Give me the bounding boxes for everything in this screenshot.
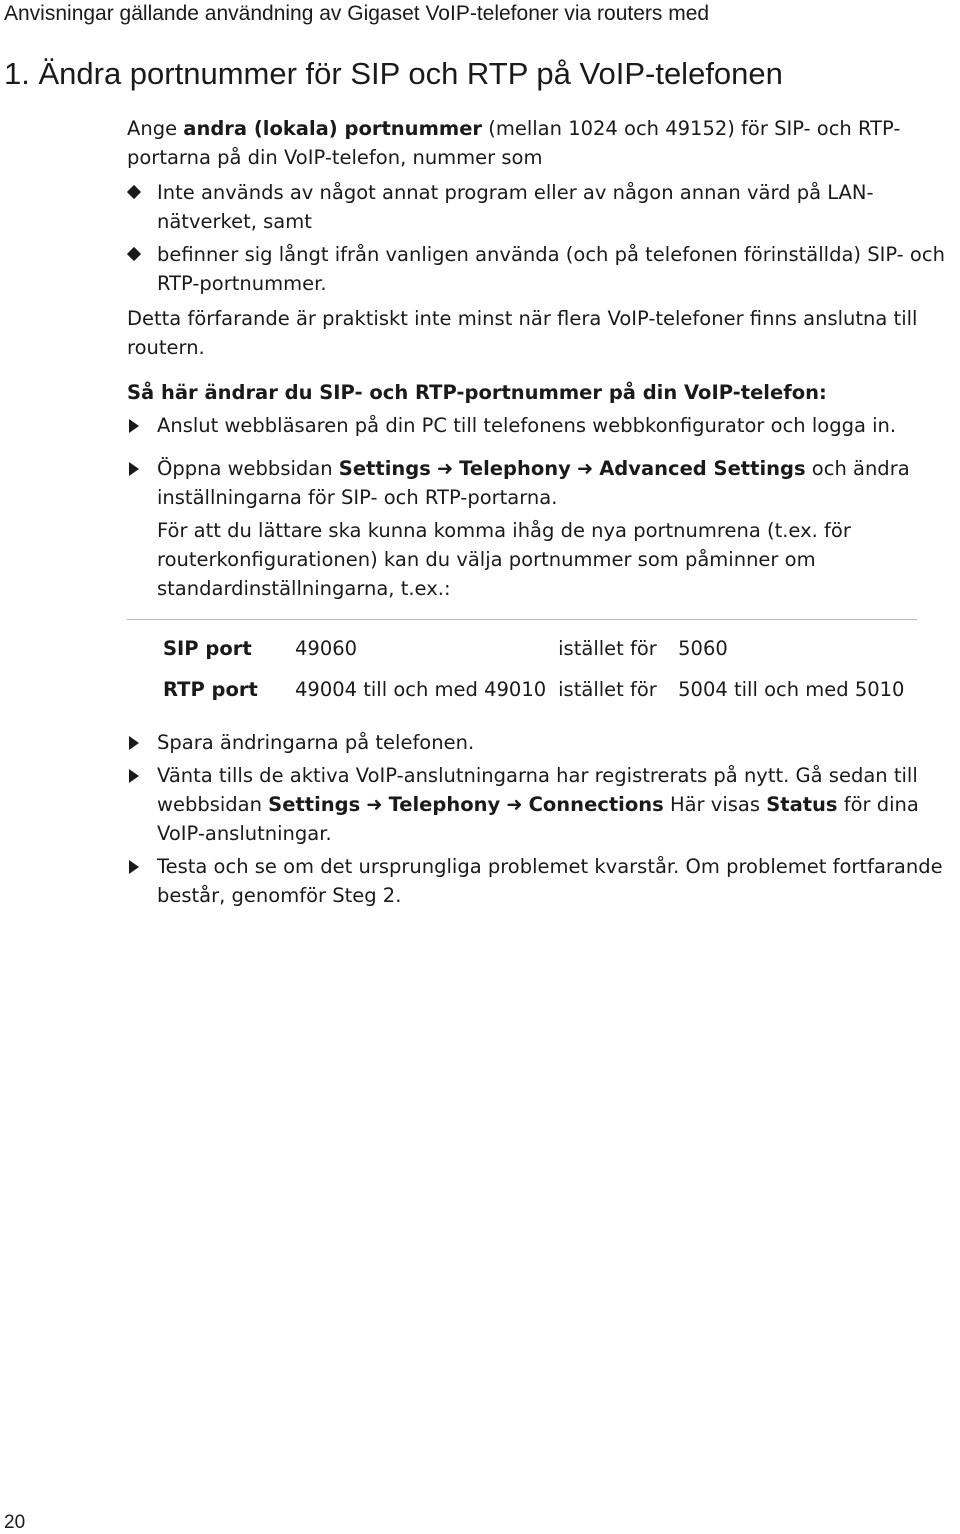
- port-label: RTP port: [163, 678, 258, 701]
- step-4: Vänta tills de aktiva VoIP-anslutningarna har registrerats på nytt. Gå sedan till webbsidan Settings ➜ Telephony ➜ Connections Här visas Status för dina VoIP-anslutningar.: [127, 761, 957, 848]
- running-header: Anvisningar gällande användning av Gigaset VoIP-telefoner via routers med: [4, 2, 710, 25]
- triangle-bullet-icon: [129, 860, 139, 874]
- instructions-heading: Så här ändrar du SIP- och RTP-portnummer på din VoIP-telefon:: [127, 381, 827, 404]
- page-number: 20: [4, 1512, 26, 1533]
- section-title: 1. Ändra portnummer för SIP och RTP på VoIP-telefonen: [4, 56, 783, 91]
- arrow-right-icon: ➜: [436, 457, 454, 480]
- port-table-container: [127, 619, 917, 710]
- table-row: [157, 669, 910, 710]
- arrow-right-icon: ➜: [366, 793, 383, 816]
- intro-paragraph: Ange andra (lokala) portnummer (mellan 1024 och 49152) för SIP- och RTP-portarna på din VoIP-telefon, nummer som: [127, 117, 901, 169]
- port-new-value: 49060: [295, 637, 358, 660]
- port-default-value: 5060: [678, 637, 728, 660]
- port-new-value: 49004 till och med 49010: [295, 678, 547, 701]
- criteria-item-2: befinner sig långt ifrån vanligen använda (och på telefonen förinställda) SIP- och RTP-portnummer.: [127, 240, 957, 298]
- step-5: Testa och se om det ursprungliga problemet kvarstår. Om problemet fortfarande består, genomför Steg 2.: [127, 852, 957, 910]
- step-2: Öppna webbsidan Settings ➜ Telephony ➜ Advanced Settings och ändra inställningarna för SIP- och RTP-portarna.: [127, 454, 957, 512]
- note-paragraph: Detta förfarande är praktiskt inte minst när flera VoIP-telefoner finns anslutna till routern.: [127, 307, 918, 359]
- diamond-bullet-icon: [127, 185, 141, 199]
- triangle-bullet-icon: [129, 736, 139, 750]
- diamond-bullet-icon: [127, 247, 141, 261]
- port-table: [157, 628, 910, 710]
- table-row: [157, 628, 910, 669]
- step-3: Spara ändringarna på telefonen.: [127, 728, 957, 757]
- step-1: Anslut webbläsaren på din PC till telefonens webbkonfigurator och logga in.: [127, 411, 957, 440]
- port-default-value: 5004 till och med 5010: [678, 678, 905, 701]
- triangle-bullet-icon: [129, 462, 139, 476]
- tip-paragraph: För att du lättare ska kunna komma ihåg de nya portnumrena (t.ex. för routerkonfigurationen) kan du välja portnummer som påminner om standardinställningarna, t.ex.:: [157, 519, 851, 600]
- port-label: SIP port: [163, 637, 252, 660]
- triangle-bullet-icon: [129, 769, 139, 783]
- port-instead-label: istället för: [558, 678, 657, 701]
- section-body: [127, 114, 957, 910]
- arrow-right-icon: ➜: [576, 457, 594, 480]
- triangle-bullet-icon: [129, 419, 139, 433]
- criteria-item-1: Inte används av något annat program eller av någon annan värd på LAN-nätverket, samt: [127, 178, 957, 236]
- arrow-right-icon: ➜: [506, 793, 523, 816]
- port-instead-label: istället för: [558, 637, 657, 660]
